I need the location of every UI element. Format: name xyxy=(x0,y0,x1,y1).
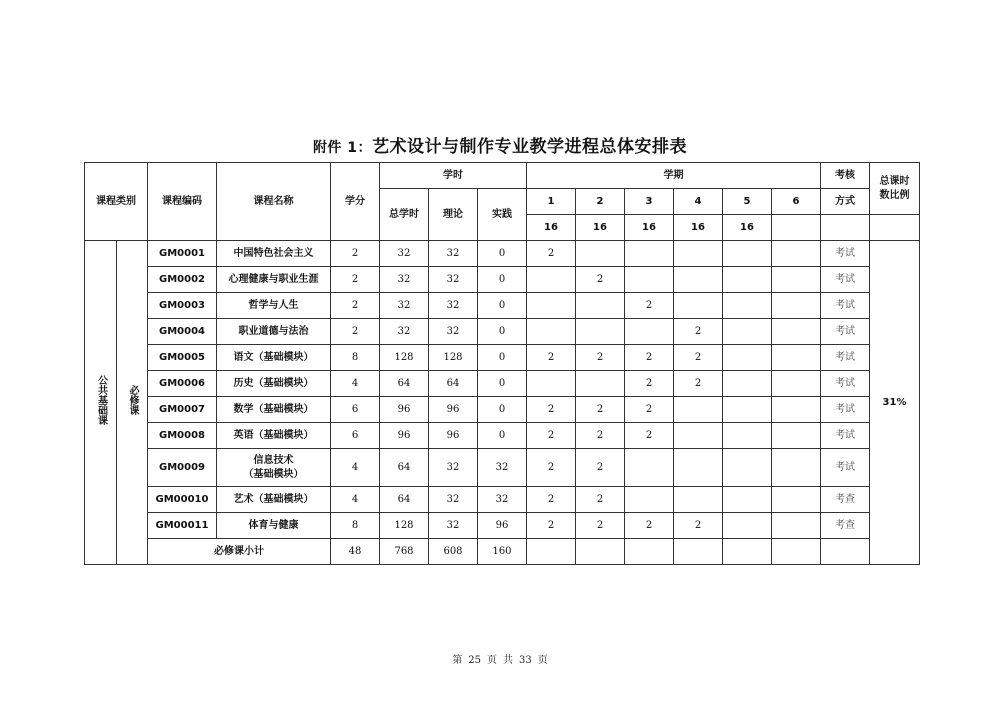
semester-hours-5 xyxy=(723,397,772,423)
hours-practice: 0 xyxy=(478,371,527,397)
course-name xyxy=(217,423,331,449)
page-title xyxy=(0,132,1000,157)
subtotal-semester-2 xyxy=(576,539,625,565)
hours-total: 32 xyxy=(380,267,429,293)
semester-hours-1: 2 xyxy=(527,345,576,371)
semester-hours-6 xyxy=(772,397,821,423)
credit-value: 8 xyxy=(331,513,380,539)
course-rows xyxy=(85,241,920,565)
semester-hours-3: 2 xyxy=(625,293,674,319)
header-ratio xyxy=(870,163,920,215)
category-label: 公共基础课 xyxy=(95,375,107,425)
course-type-cell xyxy=(117,241,148,565)
semester-hours-4 xyxy=(674,423,723,449)
header-exam-line2: 方式 xyxy=(821,189,870,215)
table-row xyxy=(85,423,920,449)
course-name-line: 职业道德与法治 xyxy=(238,325,309,337)
semester-hours-3 xyxy=(625,241,674,267)
hours-total: 96 xyxy=(380,423,429,449)
subtotal-semester-5 xyxy=(723,539,772,565)
hours-total: 64 xyxy=(380,449,429,487)
subtotal-semester-6 xyxy=(772,539,821,565)
table-row xyxy=(85,345,920,371)
semester-hours-3: 2 xyxy=(625,423,674,449)
semester-hours-4: 2 xyxy=(674,513,723,539)
course-code: GM0007 xyxy=(148,397,217,423)
header-semester-5: 5 xyxy=(723,189,772,215)
subtotal-theory: 608 xyxy=(429,539,478,565)
semester-hours-4 xyxy=(674,241,723,267)
semester-hours-1: 2 xyxy=(527,487,576,513)
semester-hours-2 xyxy=(576,293,625,319)
footer-total: 33 xyxy=(519,655,532,666)
course-name-line: 心理健康与职业生涯 xyxy=(228,273,319,285)
course-name-line: 英语（基础模块） xyxy=(233,429,314,441)
exam-method: 考试 xyxy=(821,371,870,397)
semester-hours-2: 2 xyxy=(576,345,625,371)
semester-hours-3 xyxy=(625,487,674,513)
header-hours-practice: 实践 xyxy=(478,189,527,241)
header-exam-line1: 考核 xyxy=(821,163,870,189)
semester-hours-4 xyxy=(674,293,723,319)
hours-practice: 0 xyxy=(478,319,527,345)
semester-hours-6 xyxy=(772,267,821,293)
footer-page: 25 xyxy=(468,655,481,666)
semester-hours-4 xyxy=(674,449,723,487)
exam-method: 考试 xyxy=(821,345,870,371)
header-weeks-1: 16 xyxy=(527,215,576,241)
hours-total: 64 xyxy=(380,487,429,513)
course-code: GM0009 xyxy=(148,449,217,487)
credit-value: 2 xyxy=(331,293,380,319)
course-name-line: （基础模块） xyxy=(243,468,304,480)
table-row xyxy=(85,487,920,513)
semester-hours-2 xyxy=(576,241,625,267)
header-credit: 学分 xyxy=(331,163,380,241)
table-row xyxy=(85,241,920,267)
exam-method: 考试 xyxy=(821,423,870,449)
footer-mid2: 共 xyxy=(503,655,513,666)
semester-hours-5 xyxy=(723,371,772,397)
course-code: GM0004 xyxy=(148,319,217,345)
semester-hours-2 xyxy=(576,371,625,397)
semester-hours-6 xyxy=(772,449,821,487)
semester-hours-6 xyxy=(772,371,821,397)
semester-hours-1: 2 xyxy=(527,513,576,539)
hours-total: 32 xyxy=(380,241,429,267)
semester-hours-5 xyxy=(723,345,772,371)
header-semester-2: 2 xyxy=(576,189,625,215)
course-name xyxy=(217,319,331,345)
header-category: 课程类别 xyxy=(85,163,148,241)
hours-total: 128 xyxy=(380,513,429,539)
semester-hours-1: 2 xyxy=(527,423,576,449)
teaching-plan-table xyxy=(84,162,920,565)
hours-theory: 32 xyxy=(429,319,478,345)
hours-practice: 0 xyxy=(478,241,527,267)
course-name xyxy=(217,487,331,513)
course-code: GM0002 xyxy=(148,267,217,293)
header-ratio-blank xyxy=(870,215,920,241)
hours-theory: 128 xyxy=(429,345,478,371)
hours-practice: 0 xyxy=(478,293,527,319)
credit-value: 2 xyxy=(331,241,380,267)
semester-hours-3 xyxy=(625,319,674,345)
hours-total: 64 xyxy=(380,371,429,397)
semester-hours-3: 2 xyxy=(625,345,674,371)
semester-hours-6 xyxy=(772,487,821,513)
hours-practice: 0 xyxy=(478,267,527,293)
course-name-line: 中国特色社会主义 xyxy=(233,247,314,259)
exam-method: 考试 xyxy=(821,449,870,487)
table-row xyxy=(85,267,920,293)
semester-hours-6 xyxy=(772,241,821,267)
table-row xyxy=(85,397,920,423)
course-name xyxy=(217,241,331,267)
header-weeks-3: 16 xyxy=(625,215,674,241)
course-code: GM0001 xyxy=(148,241,217,267)
semester-hours-5 xyxy=(723,241,772,267)
semester-hours-6 xyxy=(772,319,821,345)
semester-hours-1 xyxy=(527,267,576,293)
course-name xyxy=(217,293,331,319)
hours-theory: 32 xyxy=(429,293,478,319)
semester-hours-3: 2 xyxy=(625,371,674,397)
hours-theory: 96 xyxy=(429,423,478,449)
subtotal-semester-4 xyxy=(674,539,723,565)
subtotal-practice: 160 xyxy=(478,539,527,565)
hours-practice: 0 xyxy=(478,423,527,449)
header-exam-blank xyxy=(821,215,870,241)
semester-hours-5 xyxy=(723,267,772,293)
exam-method: 考查 xyxy=(821,513,870,539)
semester-hours-3 xyxy=(625,449,674,487)
hours-theory: 64 xyxy=(429,371,478,397)
course-code: GM0005 xyxy=(148,345,217,371)
semester-hours-3: 2 xyxy=(625,513,674,539)
semester-hours-2: 2 xyxy=(576,449,625,487)
hours-total: 32 xyxy=(380,293,429,319)
semester-hours-1: 2 xyxy=(527,241,576,267)
hours-theory: 32 xyxy=(429,449,478,487)
course-name xyxy=(217,371,331,397)
exam-method: 考查 xyxy=(821,487,870,513)
subtotal-exam xyxy=(821,539,870,565)
course-name-line: 数学（基础模块） xyxy=(233,403,314,415)
semester-hours-1 xyxy=(527,293,576,319)
subtotal-credit: 48 xyxy=(331,539,380,565)
hours-theory: 32 xyxy=(429,487,478,513)
hours-practice: 0 xyxy=(478,345,527,371)
table-row xyxy=(85,449,920,487)
semester-hours-6 xyxy=(772,345,821,371)
course-code: GM00010 xyxy=(148,487,217,513)
semester-hours-1 xyxy=(527,371,576,397)
hours-ratio: 31% xyxy=(870,241,920,565)
course-name xyxy=(217,345,331,371)
course-name xyxy=(217,267,331,293)
course-name-line: 信息技术 xyxy=(253,454,294,466)
course-code: GM0003 xyxy=(148,293,217,319)
exam-method: 考试 xyxy=(821,293,870,319)
title-text: 艺术设计与制作专业教学进程总体安排表 xyxy=(372,137,688,157)
semester-hours-5 xyxy=(723,293,772,319)
hours-practice: 32 xyxy=(478,449,527,487)
course-name-line: 语文（基础模块） xyxy=(233,351,314,363)
header-semester-3: 3 xyxy=(625,189,674,215)
semester-hours-5 xyxy=(723,319,772,345)
hours-total: 32 xyxy=(380,319,429,345)
header-semester-1: 1 xyxy=(527,189,576,215)
header-hours-theory: 理论 xyxy=(429,189,478,241)
header-hours: 学时 xyxy=(380,163,527,189)
table-row xyxy=(85,371,920,397)
course-code: GM0006 xyxy=(148,371,217,397)
title-prefix: 附件 1： xyxy=(312,140,373,156)
semester-hours-6 xyxy=(772,293,821,319)
hours-theory: 32 xyxy=(429,267,478,293)
subtotal-label: 必修课小计 xyxy=(148,539,331,565)
course-name-line: 体育与健康 xyxy=(248,519,299,531)
semester-hours-4: 2 xyxy=(674,371,723,397)
exam-method: 考试 xyxy=(821,397,870,423)
credit-value: 4 xyxy=(331,371,380,397)
header-weeks-5: 16 xyxy=(723,215,772,241)
semester-hours-5 xyxy=(723,449,772,487)
semester-hours-4 xyxy=(674,487,723,513)
hours-practice: 32 xyxy=(478,487,527,513)
hours-total: 96 xyxy=(380,397,429,423)
hours-theory: 32 xyxy=(429,241,478,267)
header-semester: 学期 xyxy=(527,163,821,189)
hours-theory: 32 xyxy=(429,513,478,539)
subtotal-semester-3 xyxy=(625,539,674,565)
header-ratio-line2: 数比例 xyxy=(879,189,910,201)
semester-hours-1: 2 xyxy=(527,449,576,487)
course-type-label: 必修课 xyxy=(127,385,138,415)
credit-value: 4 xyxy=(331,449,380,487)
table-row xyxy=(85,319,920,345)
semester-hours-2: 2 xyxy=(576,267,625,293)
footer-suffix: 页 xyxy=(537,655,548,666)
header-ratio-line1: 总课时 xyxy=(879,175,910,187)
semester-hours-2: 2 xyxy=(576,513,625,539)
semester-hours-2: 2 xyxy=(576,423,625,449)
header-weeks-2: 16 xyxy=(576,215,625,241)
course-name-line: 艺术（基础模块） xyxy=(233,493,314,505)
header-weeks-6 xyxy=(772,215,821,241)
credit-value: 2 xyxy=(331,319,380,345)
semester-hours-3: 2 xyxy=(625,397,674,423)
hours-practice: 0 xyxy=(478,397,527,423)
semester-hours-4: 2 xyxy=(674,345,723,371)
semester-hours-1 xyxy=(527,319,576,345)
exam-method: 考试 xyxy=(821,241,870,267)
header-hours-total: 总学时 xyxy=(380,189,429,241)
credit-value: 2 xyxy=(331,267,380,293)
semester-hours-2: 2 xyxy=(576,487,625,513)
semester-hours-1: 2 xyxy=(527,397,576,423)
course-name-line: 哲学与人生 xyxy=(248,299,299,311)
header-semester-4: 4 xyxy=(674,189,723,215)
hours-total: 128 xyxy=(380,345,429,371)
semester-hours-6 xyxy=(772,513,821,539)
exam-method: 考试 xyxy=(821,267,870,293)
semester-hours-3 xyxy=(625,267,674,293)
credit-value: 8 xyxy=(331,345,380,371)
semester-hours-2: 2 xyxy=(576,397,625,423)
hours-theory: 96 xyxy=(429,397,478,423)
subtotal-total: 768 xyxy=(380,539,429,565)
credit-value: 6 xyxy=(331,423,380,449)
semester-hours-4 xyxy=(674,267,723,293)
category-cell xyxy=(85,241,117,565)
hours-practice: 96 xyxy=(478,513,527,539)
credit-value: 6 xyxy=(331,397,380,423)
semester-hours-5 xyxy=(723,423,772,449)
semester-hours-4 xyxy=(674,397,723,423)
course-code: GM00011 xyxy=(148,513,217,539)
header-code: 课程编码 xyxy=(148,163,217,241)
semester-hours-4: 2 xyxy=(674,319,723,345)
course-name xyxy=(217,449,331,487)
course-name-line: 历史（基础模块） xyxy=(233,377,314,389)
semester-hours-2 xyxy=(576,319,625,345)
exam-method: 考试 xyxy=(821,319,870,345)
course-name xyxy=(217,397,331,423)
subtotal-row xyxy=(85,539,920,565)
subtotal-semester-1 xyxy=(527,539,576,565)
page-footer xyxy=(0,651,1000,666)
header-name: 课程名称 xyxy=(217,163,331,241)
semester-hours-6 xyxy=(772,423,821,449)
header-weeks-4: 16 xyxy=(674,215,723,241)
header-semester-6: 6 xyxy=(772,189,821,215)
table-row xyxy=(85,513,920,539)
footer-mid1: 页 xyxy=(487,655,497,666)
course-name xyxy=(217,513,331,539)
credit-value: 4 xyxy=(331,487,380,513)
semester-hours-5 xyxy=(723,513,772,539)
footer-prefix: 第 xyxy=(452,655,463,666)
table-row xyxy=(85,293,920,319)
course-code: GM0008 xyxy=(148,423,217,449)
semester-hours-5 xyxy=(723,487,772,513)
